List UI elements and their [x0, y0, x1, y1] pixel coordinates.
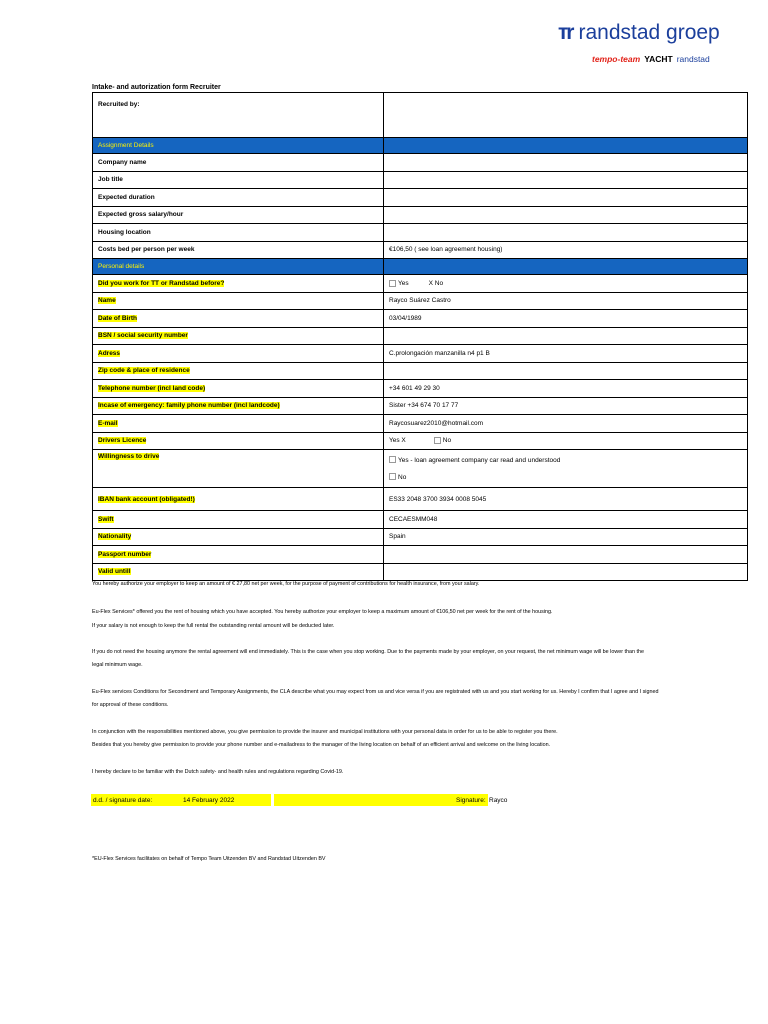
recruited-by-label: Recruited by: — [93, 93, 384, 138]
job-title-label: Job title — [93, 171, 384, 189]
costs-bed-field[interactable]: €106,50 ( see loan agreement housing) — [384, 241, 748, 259]
table-row — [93, 397, 748, 415]
telephone-field[interactable]: +34 601 49 29 30 — [384, 380, 748, 398]
housing-rent-text: Eu-Flex Services* offered you the rent of housing which you have accepted. You hereby authorize your employer to keep a maximum amount of €106,50 net per week for the rent of the housing. — [92, 609, 553, 615]
table-row — [93, 154, 748, 172]
company-name-field[interactable] — [384, 154, 748, 172]
dob-label: Date of Birth — [98, 314, 137, 322]
logo-tempo-team: tempo-team — [592, 54, 641, 64]
table-row — [93, 380, 748, 398]
zip-field[interactable] — [384, 362, 748, 380]
conditions-text: Eu-Flex services Conditions for Secondment and Temporary Assignments, the CLA describe what you may expect from us and vice versa if you are registrated with us and you start working for us. Hereby I confirm that I agree and I signed — [92, 689, 659, 695]
randstad-mark-icon: ᴛr — [558, 21, 573, 44]
housing-location-label: Housing location — [93, 224, 384, 242]
company-logo — [558, 17, 728, 72]
table-row — [93, 241, 748, 259]
name-label: Name — [98, 297, 116, 305]
gross-salary-field[interactable] — [384, 206, 748, 224]
drivers-licence-field — [384, 432, 748, 450]
swift-field[interactable]: CECAESMM048 — [384, 511, 748, 529]
expected-duration-label: Expected duration — [93, 189, 384, 207]
table-row — [93, 546, 748, 564]
table-row — [93, 189, 748, 207]
recruited-by-field[interactable] — [384, 93, 748, 138]
worked-before-no[interactable]: X No — [428, 279, 444, 287]
table-row — [93, 415, 748, 433]
address-label: Adress — [98, 349, 121, 357]
table-row — [93, 224, 748, 242]
worked-before-field — [384, 275, 748, 293]
worked-before-label: Did you work for TT or Randstad before? — [98, 279, 225, 287]
zip-label: Zip code & place of residence — [98, 367, 190, 375]
bsn-label: BSN / social security number — [98, 332, 188, 340]
gross-salary-label: Expected gross salary/hour — [93, 206, 384, 224]
checkbox-willing-no[interactable] — [389, 473, 396, 480]
signature-date-label: d.d. / signature date: — [93, 797, 153, 804]
signature-label: Signature: — [456, 797, 486, 804]
personal-section-header — [93, 259, 748, 275]
emergency-label: Incase of emergency: family phone number (incl landcode) — [98, 402, 280, 410]
intake-form-table — [92, 92, 748, 581]
rental-end-text-cont: legal minimum wage. — [92, 662, 143, 668]
willingness-option-no: No — [398, 473, 407, 481]
valid-until-label: Valid untill — [98, 568, 131, 576]
table-row — [93, 93, 748, 138]
table-row — [93, 511, 748, 529]
logo-brand: randstad groep — [578, 21, 720, 44]
signature-date-value[interactable]: 14 February 2022 — [183, 797, 235, 804]
telephone-label: Telephone number (incl land code) — [98, 384, 206, 392]
checkbox-no[interactable] — [434, 437, 441, 444]
swift-label: Swift — [98, 515, 114, 523]
costs-bed-label: Costs bed per person per week — [93, 241, 384, 259]
worked-before-yes: Yes — [398, 279, 409, 287]
iban-field[interactable]: ES33 2048 3700 3934 0008 5045 — [384, 488, 748, 511]
table-row — [93, 528, 748, 546]
permission-text: In conjunction with the responsibilities mentioned above, you give permission to provide the insurer and municipal institutions with your personal data in order for us to be able to register you there. — [92, 729, 558, 735]
nationality-field[interactable]: Spain — [384, 528, 748, 546]
willingness-label: Willingness to drive — [98, 453, 160, 460]
checkbox-willing-yes[interactable] — [389, 456, 396, 463]
table-row — [93, 362, 748, 380]
assignment-section-header — [93, 138, 748, 154]
bsn-field[interactable] — [384, 327, 748, 345]
email-label: E-mail — [98, 419, 118, 427]
table-row — [93, 432, 748, 450]
table-row — [93, 563, 748, 581]
housing-salary-text: If your salary is not enough to keep the full rental the outstanding rental amount will be deducted later. — [92, 623, 335, 629]
signature-bar — [91, 794, 508, 806]
conditions-text-cont: for approval of these conditions. — [92, 702, 169, 708]
drivers-licence-label: Drivers Licence — [98, 437, 147, 445]
email-field[interactable]: Raycosuarez2010@hotmail.com — [384, 415, 748, 433]
table-row — [93, 292, 748, 310]
passport-label: Passport number — [98, 550, 152, 558]
logo-yacht: YACHT — [644, 54, 673, 64]
iban-label: IBAN bank account (obligated!) — [98, 495, 195, 503]
table-row — [93, 450, 748, 488]
passport-field[interactable] — [384, 546, 748, 564]
housing-location-field[interactable] — [384, 224, 748, 242]
checkbox-yes[interactable] — [389, 280, 396, 287]
table-row — [93, 275, 748, 293]
valid-until-field[interactable] — [384, 563, 748, 581]
nationality-label: Nationality — [98, 533, 132, 541]
job-title-field[interactable] — [384, 171, 748, 189]
form-title: Intake- and autorization form Recruiter — [92, 84, 221, 91]
willingness-field — [384, 450, 748, 488]
willingness-option-yes: Yes - loan agreement company car read and understood — [398, 456, 561, 464]
footnote: *EU-Flex Services facilitates on behalf of Tempo Team Uitzenden BV and Randstad Uitzenden BV — [92, 856, 326, 862]
table-row — [93, 206, 748, 224]
address-field[interactable]: C.prolongación manzanilla n4 p1 B — [384, 345, 748, 363]
table-row — [93, 327, 748, 345]
assignment-header-label: Assignment Details — [93, 138, 384, 154]
health-insurance-text: You hereby authorize your employer to keep an amount of € 27,80 net per week, for the purpose of payment of contributions for health insurance, from your salary. — [92, 581, 480, 587]
table-row — [93, 345, 748, 363]
expected-duration-field[interactable] — [384, 189, 748, 207]
table-row — [93, 488, 748, 511]
permission-text-cont: Besides that you hereby give permission to provide your phone number and e-mailadress to the manager of the living location on behalf of an efficient arrival and welcome on the living location. — [92, 742, 551, 748]
company-name-label: Company name — [93, 154, 384, 172]
personal-header-label: Personal details — [93, 259, 384, 275]
dob-field[interactable]: 03/04/1989 — [384, 310, 748, 328]
name-field[interactable]: Rayco Suárez Castro — [384, 292, 748, 310]
logo-randstad: randstad — [676, 54, 710, 64]
drivers-licence-no: No — [442, 437, 452, 445]
table-row — [93, 171, 748, 189]
emergency-field[interactable]: Sister +34 674 70 17 77 — [384, 397, 748, 415]
drivers-licence-yes[interactable]: Yes X — [389, 437, 406, 445]
rental-end-text: If you do not need the housing anymore the rental agreement will end immediately. This is the case when you stop working. Due to the payments made by your employer, on your request, the net minimum wage will be lower than the — [92, 649, 645, 655]
covid-declaration-text: I hereby declare to be familiar with the Dutch safety- and health rules and regulations regarding Covid-19. — [92, 769, 344, 775]
signature-value[interactable]: Rayco — [489, 797, 508, 804]
table-row — [93, 310, 748, 328]
